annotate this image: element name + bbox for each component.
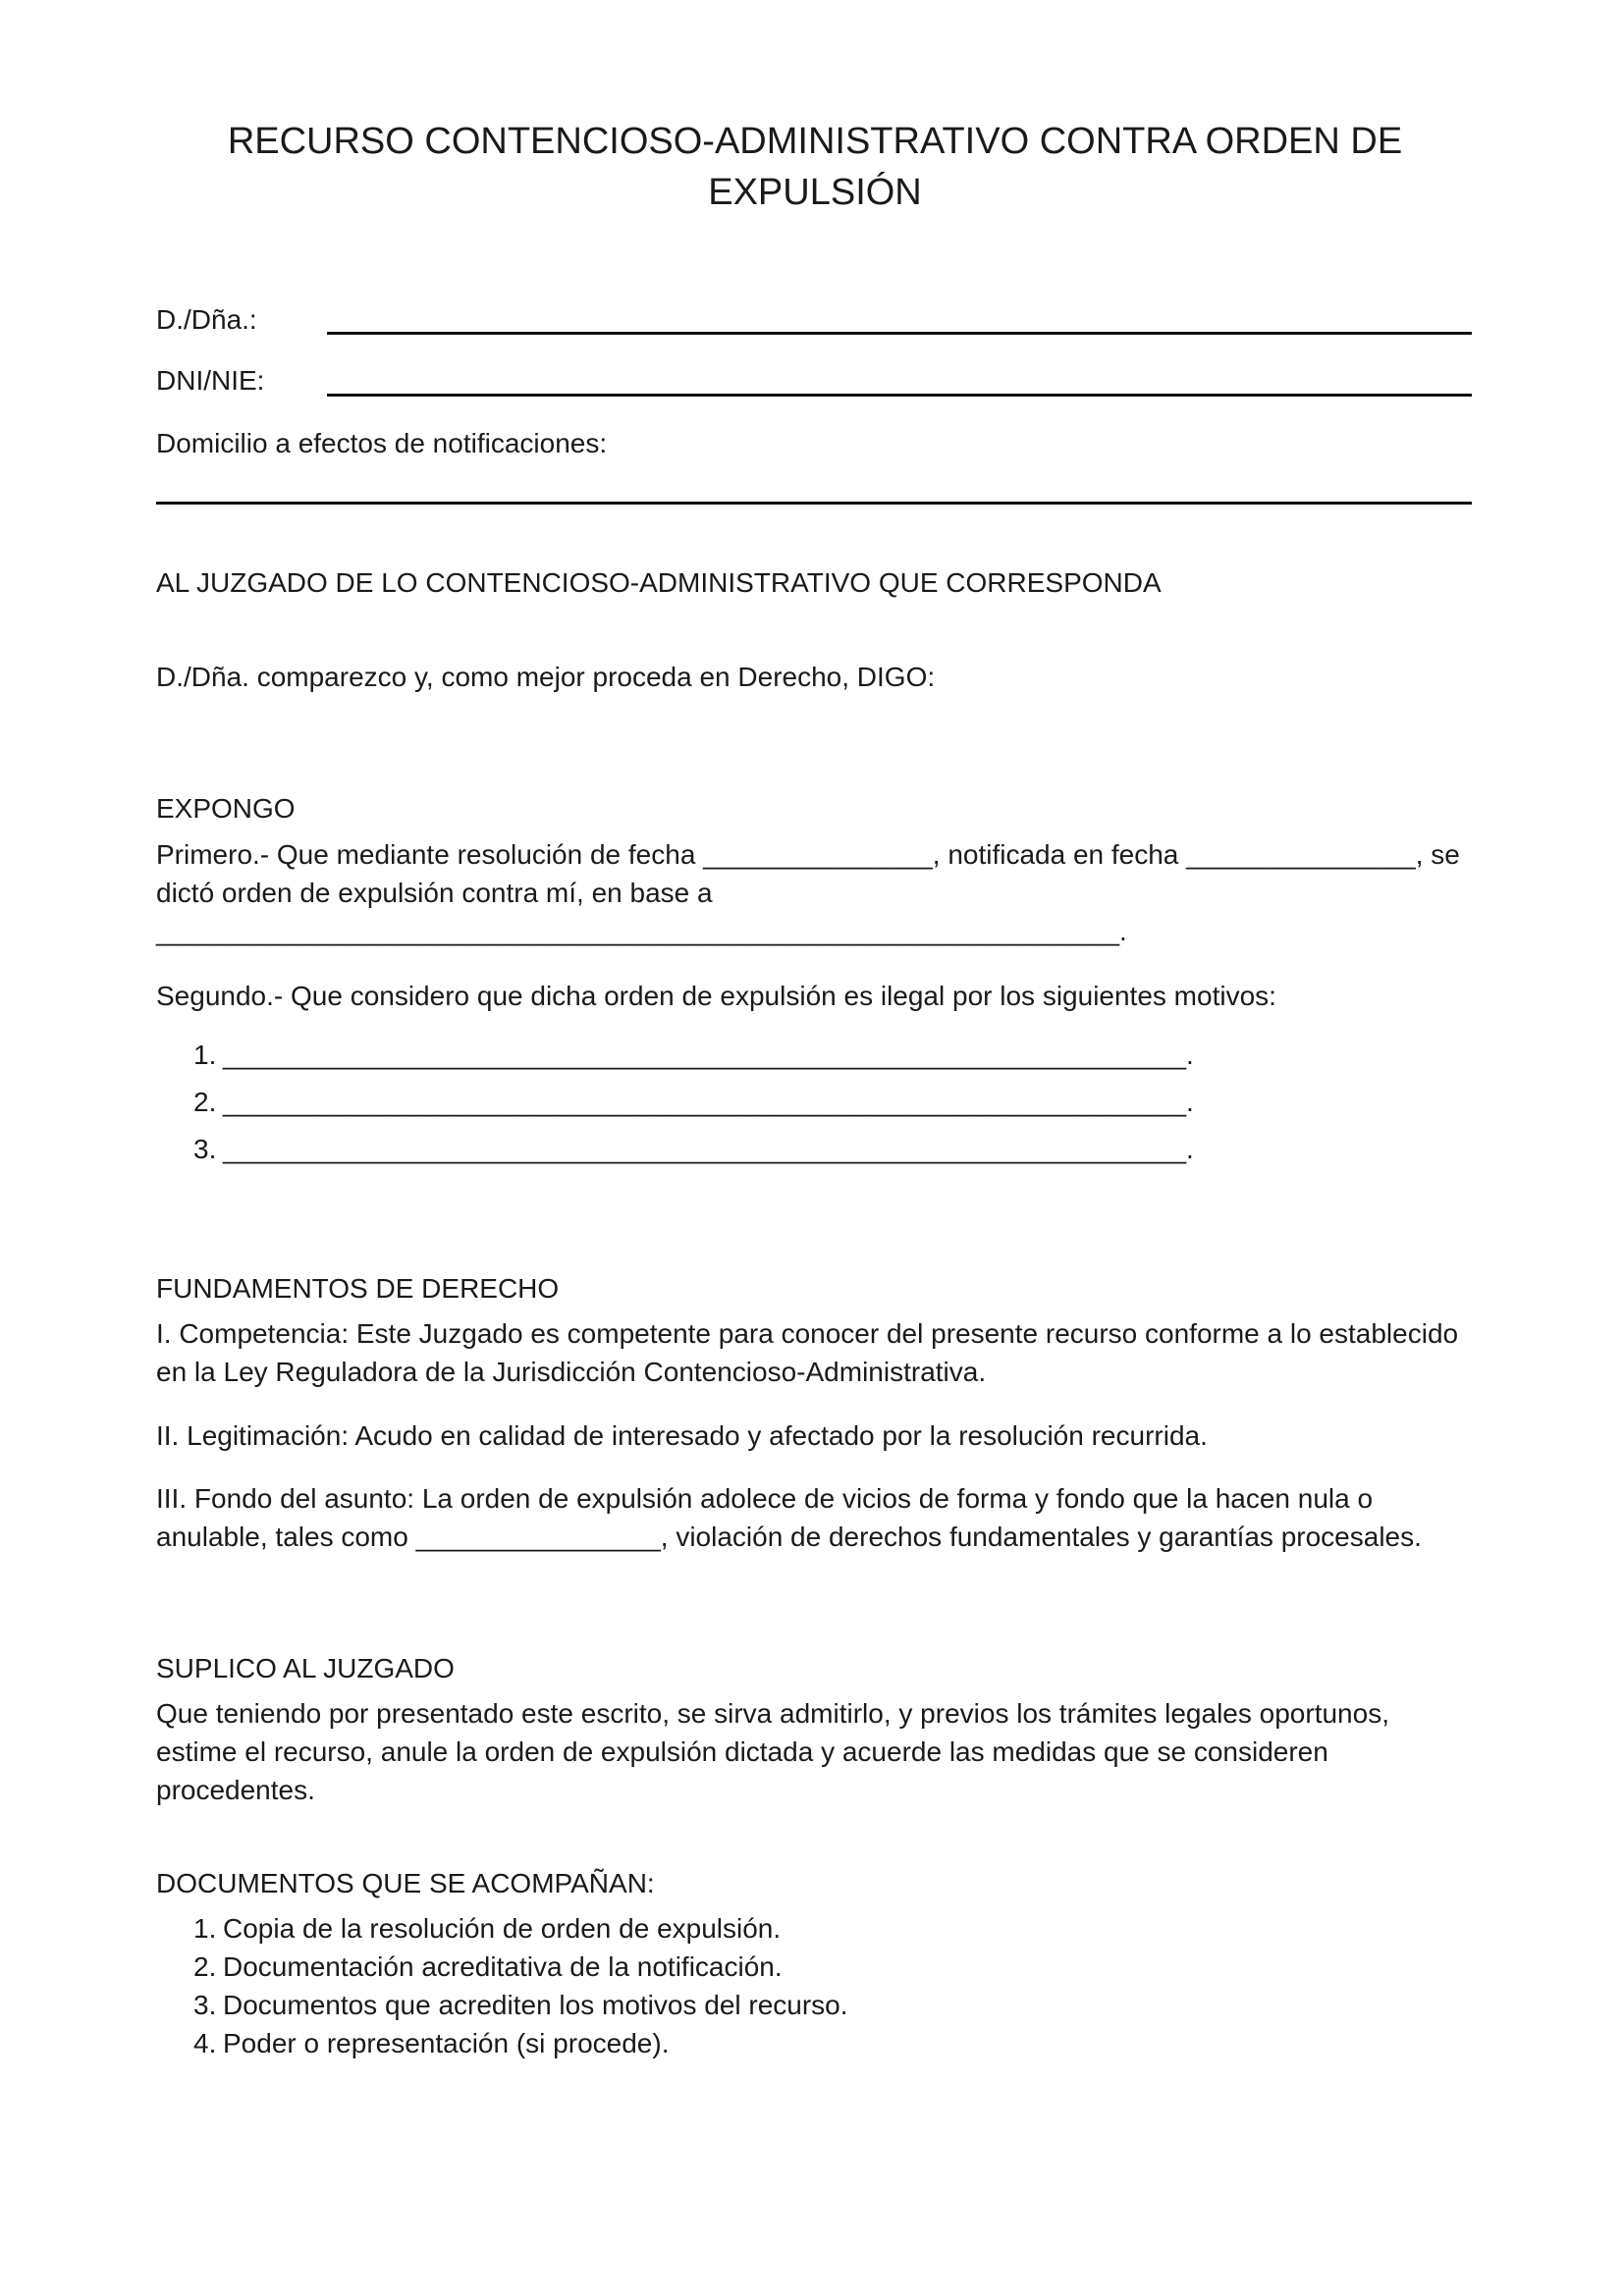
documento-text: Documentos que acrediten los motivos del recurso. xyxy=(223,1990,848,2020)
id-fill-line xyxy=(327,394,1472,397)
fundamentos-heading: FUNDAMENTOS DE DERECHO xyxy=(156,1273,560,1304)
documento-item xyxy=(156,1986,1472,2024)
motivo-blank: _______________________________________________________________. xyxy=(223,1087,1194,1117)
suplico-text: Que teniendo por presentado este escrito, se sirva admitirlo, y previos los trámites legales oportunos, estime el recurso, anule la orden de expulsión dictada y acuerde las medidas que se consideren procedentes. xyxy=(156,1698,1389,1805)
expongo-primero: Primero.- Que mediante resolución de fecha _______________, notificada en fecha _______________, se dictó orden de expulsión contra mí, en base a _______________________________________________________________. xyxy=(156,839,1460,946)
motivo-blank: _______________________________________________________________. xyxy=(223,1040,1194,1070)
address-label: Domicilio a efectos de notificaciones: xyxy=(156,428,608,458)
name-fill-line xyxy=(327,332,1472,335)
documento-item xyxy=(156,1948,1472,1986)
id-label: DNI/NIE: xyxy=(156,365,265,396)
motivo-number: 3. xyxy=(193,1134,217,1164)
motivo-number: 1. xyxy=(193,1040,217,1070)
documento-number: 1. xyxy=(193,1913,217,1944)
motivos-list xyxy=(156,1032,1472,1173)
expongo-heading: EXPONGO xyxy=(156,793,296,824)
motivo-item xyxy=(156,1032,1472,1079)
expongo-segundo: Segundo.- Que considero que dicha orden de expulsión es ilegal por los siguientes motivos: xyxy=(156,981,1276,1011)
fundamento-competencia: I. Competencia: Este Juzgado es competente para conocer del presente recurso conforme a lo establecido en la Ley Reguladora de la Jurisdicción Contencioso-Administrativa. xyxy=(156,1318,1459,1387)
court-addressee: AL JUZGADO DE LO CONTENCIOSO-ADMINISTRATIVO QUE CORRESPONDA xyxy=(156,567,1162,598)
suplico-heading: SUPLICO AL JUZGADO xyxy=(156,1653,455,1683)
address-fill-line xyxy=(156,502,1472,505)
documentos-list xyxy=(156,1909,1472,2062)
documento-item xyxy=(156,1909,1472,1948)
documento-item xyxy=(156,2024,1472,2062)
documento-text: Poder o representación (si procede). xyxy=(223,2028,670,2058)
documentos-heading: DOCUMENTOS QUE SE ACOMPAÑAN: xyxy=(156,1868,655,1898)
documento-number: 4. xyxy=(193,2028,217,2058)
documento-text: Copia de la resolución de orden de expulsión. xyxy=(223,1913,782,1944)
motivo-item xyxy=(156,1126,1472,1173)
opening-statement: D./Dña. comparezco y, como mejor proceda en Derecho, DIGO: xyxy=(156,662,936,692)
fundamento-fondo: III. Fondo del asunto: La orden de expulsión adolece de vicios de forma y fondo que la hacen nula o anulable, tales como ________________, violación de derechos fundamentales y garantías procesales. xyxy=(156,1483,1422,1552)
fundamento-legitimacion: II. Legitimación: Acudo en calidad de interesado y afectado por la resolución recurrida. xyxy=(156,1420,1208,1451)
motivo-number: 2. xyxy=(193,1087,217,1117)
motivo-item xyxy=(156,1079,1472,1126)
name-label: D./Dña.: xyxy=(156,304,257,335)
documento-number: 2. xyxy=(193,1951,217,1982)
document-title: RECURSO CONTENCIOSO-ADMINISTRATIVO CONTRA ORDEN DE EXPULSIÓN xyxy=(227,121,1403,213)
documento-text: Documentación acreditativa de la notificación. xyxy=(223,1951,783,1982)
documento-number: 3. xyxy=(193,1990,217,2020)
motivo-blank: _______________________________________________________________. xyxy=(223,1134,1194,1164)
